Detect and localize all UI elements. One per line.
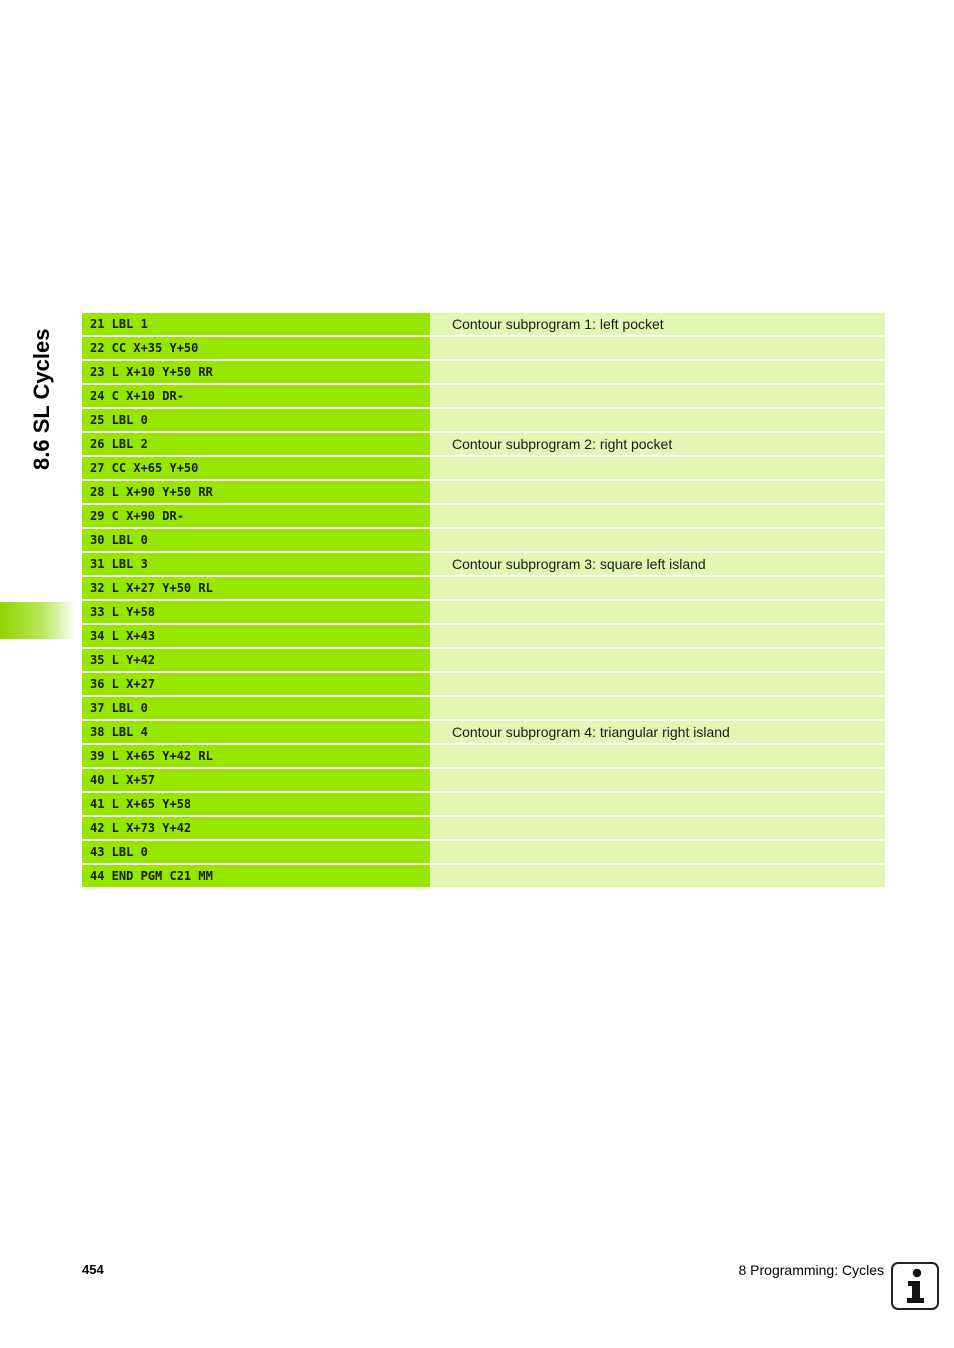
program-row bbox=[82, 577, 885, 601]
nc-block-code: 40 L X+57 bbox=[82, 769, 430, 793]
program-row bbox=[82, 865, 885, 889]
program-row bbox=[82, 385, 885, 409]
nc-block-code: 28 L X+90 Y+50 RR bbox=[82, 481, 430, 505]
nc-block-code: 29 C X+90 DR- bbox=[82, 505, 430, 529]
program-row bbox=[82, 361, 885, 385]
program-row bbox=[82, 481, 885, 505]
section-title: 8.6 SL Cycles bbox=[29, 328, 54, 470]
program-row bbox=[82, 433, 885, 457]
program-row bbox=[82, 409, 885, 433]
nc-block-code: 33 L Y+58 bbox=[82, 601, 430, 625]
nc-block-comment bbox=[430, 457, 885, 481]
nc-block-comment bbox=[430, 361, 885, 385]
nc-block-code: 34 L X+43 bbox=[82, 625, 430, 649]
nc-block-code: 31 LBL 3 bbox=[82, 553, 430, 577]
nc-block-code: 21 LBL 1 bbox=[82, 313, 430, 337]
nc-block-comment: Contour subprogram 2: right pocket bbox=[430, 433, 885, 457]
program-row bbox=[82, 817, 885, 841]
program-row bbox=[82, 793, 885, 817]
nc-block-comment bbox=[430, 577, 885, 601]
nc-block-code: 36 L X+27 bbox=[82, 673, 430, 697]
nc-block-comment bbox=[430, 673, 885, 697]
program-row bbox=[82, 529, 885, 553]
nc-block-comment bbox=[430, 769, 885, 793]
program-row bbox=[82, 625, 885, 649]
nc-block-comment bbox=[430, 793, 885, 817]
program-row bbox=[82, 745, 885, 769]
program-row bbox=[82, 721, 885, 745]
nc-block-code: 41 L X+65 Y+58 bbox=[82, 793, 430, 817]
program-row bbox=[82, 769, 885, 793]
nc-block-comment bbox=[430, 505, 885, 529]
program-row bbox=[82, 673, 885, 697]
page-number: 454 bbox=[82, 1262, 104, 1277]
nc-block-code: 30 LBL 0 bbox=[82, 529, 430, 553]
nc-program-table bbox=[82, 313, 885, 889]
nc-block-comment bbox=[430, 865, 885, 889]
nc-block-code: 43 LBL 0 bbox=[82, 841, 430, 865]
nc-block-code: 25 LBL 0 bbox=[82, 409, 430, 433]
nc-block-code: 35 L Y+42 bbox=[82, 649, 430, 673]
nc-block-comment bbox=[430, 337, 885, 361]
program-row bbox=[82, 337, 885, 361]
nc-block-code: 42 L X+73 Y+42 bbox=[82, 817, 430, 841]
chapter-label: 8 Programming: Cycles bbox=[738, 1262, 884, 1278]
nc-block-comment bbox=[430, 385, 885, 409]
nc-block-code: 23 L X+10 Y+50 RR bbox=[82, 361, 430, 385]
nc-block-code: 27 CC X+65 Y+50 bbox=[82, 457, 430, 481]
nc-block-comment: Contour subprogram 1: left pocket bbox=[430, 313, 885, 337]
nc-block-comment bbox=[430, 481, 885, 505]
program-row bbox=[82, 697, 885, 721]
nc-block-comment bbox=[430, 529, 885, 553]
chapter-tab-marker bbox=[0, 602, 76, 639]
nc-block-code: 24 C X+10 DR- bbox=[82, 385, 430, 409]
nc-block-comment bbox=[430, 649, 885, 673]
program-row bbox=[82, 457, 885, 481]
program-row bbox=[82, 313, 885, 337]
program-row bbox=[82, 601, 885, 625]
nc-block-comment bbox=[430, 601, 885, 625]
program-row bbox=[82, 649, 885, 673]
nc-block-comment: Contour subprogram 3: square left island bbox=[430, 553, 885, 577]
nc-block-code: 44 END PGM C21 MM bbox=[82, 865, 430, 889]
nc-block-comment bbox=[430, 817, 885, 841]
nc-block-comment: Contour subprogram 4: triangular right island bbox=[430, 721, 885, 745]
nc-block-code: 38 LBL 4 bbox=[82, 721, 430, 745]
nc-block-comment bbox=[430, 745, 885, 769]
nc-block-code: 22 CC X+35 Y+50 bbox=[82, 337, 430, 361]
program-row bbox=[82, 841, 885, 865]
nc-block-comment bbox=[430, 697, 885, 721]
program-row bbox=[82, 553, 885, 577]
nc-block-code: 39 L X+65 Y+42 RL bbox=[82, 745, 430, 769]
nc-block-code: 26 LBL 2 bbox=[82, 433, 430, 457]
nc-block-comment bbox=[430, 409, 885, 433]
info-icon bbox=[891, 1262, 939, 1310]
nc-block-comment bbox=[430, 841, 885, 865]
nc-block-comment bbox=[430, 625, 885, 649]
nc-block-code: 37 LBL 0 bbox=[82, 697, 430, 721]
nc-block-code: 32 L X+27 Y+50 RL bbox=[82, 577, 430, 601]
program-row bbox=[82, 505, 885, 529]
